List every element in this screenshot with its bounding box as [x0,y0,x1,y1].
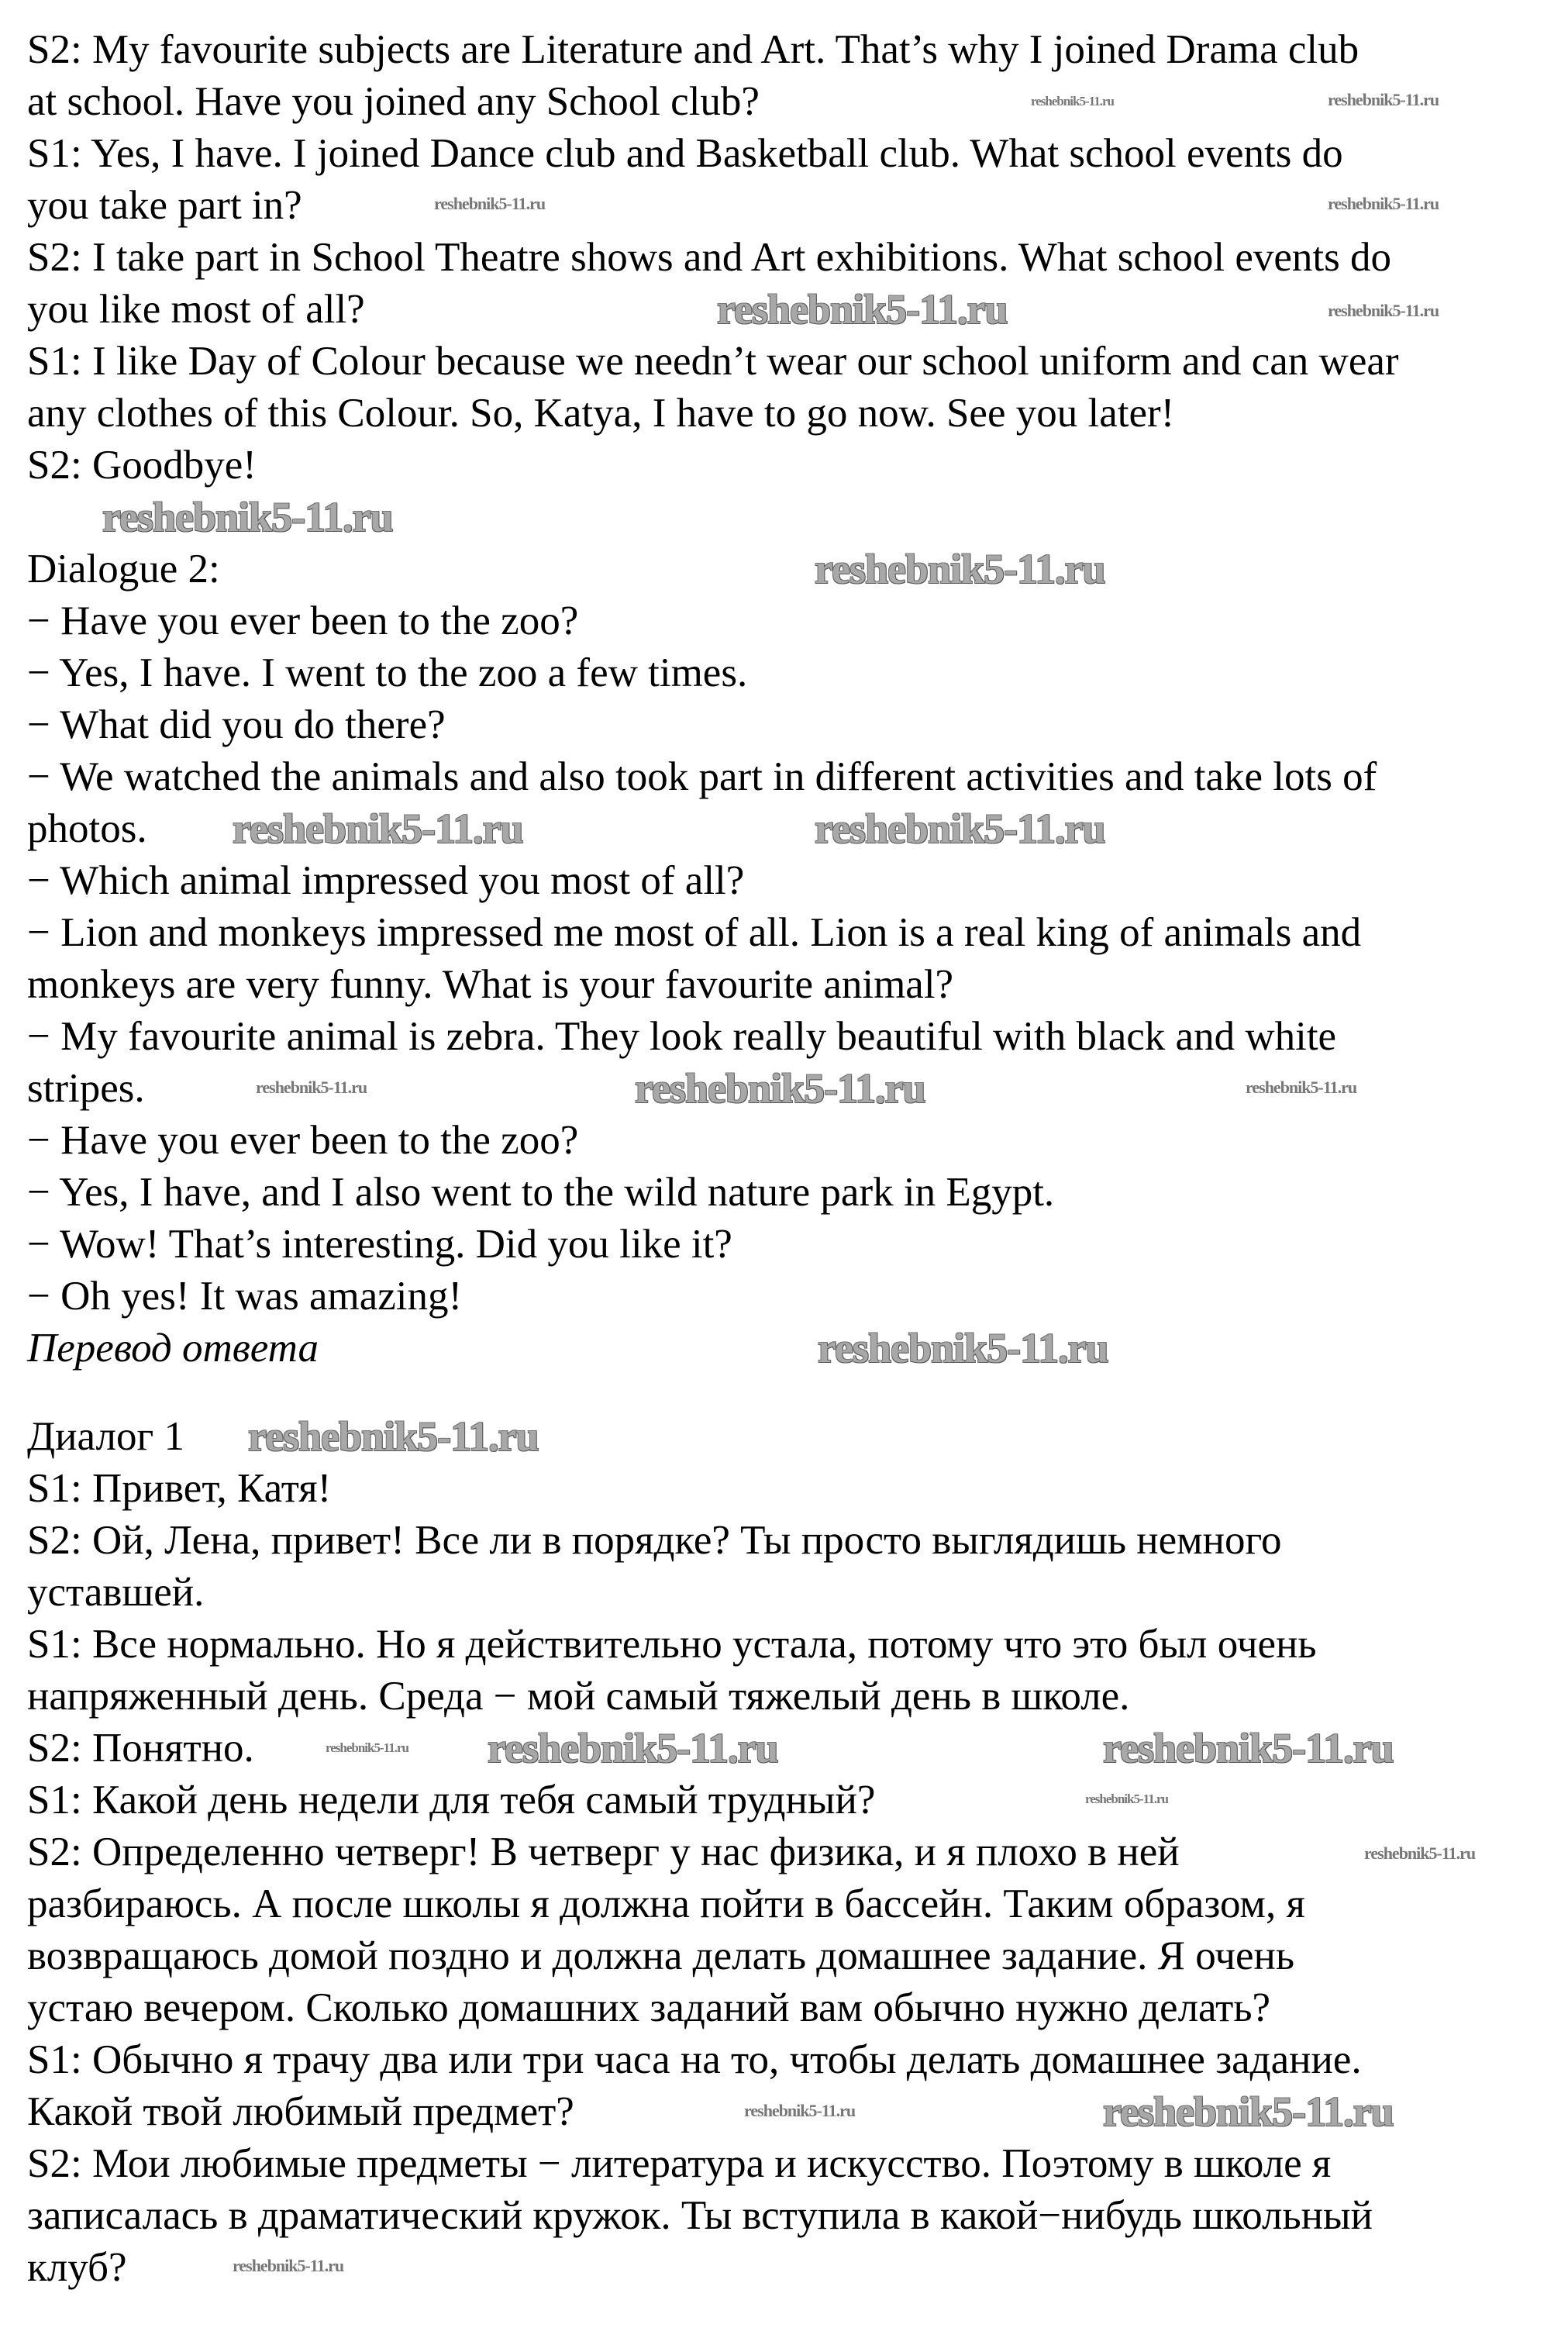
watermark: reshebnik5-11.ru [434,194,546,213]
text-line: you take part in? [27,183,302,228]
text-line: Какой твой любимый предмет? [27,2089,574,2134]
watermark: reshebnik5-11.ru [1328,301,1439,320]
watermark: reshebnik5-11.ru [256,1078,367,1097]
text-line: stripes. [27,1066,145,1111]
text-line: − Which animal impressed you most of all? [27,858,745,903]
spacer [27,1374,1399,1411]
watermark: reshebnik5-11.ru [815,546,1105,592]
watermark: reshebnik5-11.ru [326,1740,408,1755]
watermark: reshebnik5-11.ru [1328,194,1439,213]
watermark: reshebnik5-11.ru [717,286,1008,333]
watermark: reshebnik5-11.ru [248,1413,539,1460]
text-line: разбираюсь. А после школы я должна пойти в бассейн. Таким образом, я [27,1881,1305,1926]
text-line: − Yes, I have, and I also went to the wild nature park in Egypt. [27,1170,1055,1215]
watermark: reshebnik5-11.ru [233,2256,344,2275]
text-line: − Yes, I have. I went to the zoo a few times. [27,650,748,695]
watermark: reshebnik5-11.ru [1328,90,1439,109]
text-line: − What did you do there? [27,702,446,747]
text-line: − We watched the animals and also took part in different activities and take lots of [27,754,1377,799]
watermark: reshebnik5-11.ru [1085,1792,1168,1806]
watermark: reshebnik5-11.ru [1031,94,1114,109]
text-line: S1: Привет, Катя! [27,1466,332,1511]
text-line: any clothes of this Colour. So, Katya, I have to go now. See you later! [27,391,1175,436]
text-line: S1: Обычно я трачу два или три часа на то, чтобы делать домашнее задание. [27,2037,1362,2082]
text-line: возвращаюсь домой поздно и должна делать домашнее задание. Я очень [27,1933,1295,1978]
section-heading-dialogue-2: Dialogue 2: [27,547,220,591]
watermark: reshebnik5-11.ru [102,494,393,540]
text-line: − My favourite animal is zebra. They look really beautiful with black and white [27,1014,1337,1059]
text-line: S1: Все нормально. Но я действительно устала, потому что это был очень [27,1622,1317,1667]
watermark: reshebnik5-11.ru [818,1325,1108,1371]
text-line: S2: I take part in School Theatre shows and Art exhibitions. What school events do [27,235,1391,280]
document-text [27,24,1399,2294]
text-line: − Oh yes! It was amazing! [27,1274,463,1319]
text-line: S1: I like Day of Colour because we needn’t wear our school uniform and can wear [27,339,1399,384]
watermark: reshebnik5-11.ru [744,2101,856,2120]
text-line: − Have you ever been to the zoo? [27,1118,579,1163]
section-heading-dialogue-1: Диалог 1 [27,1414,184,1459]
watermark: reshebnik5-11.ru [1364,1843,1476,1863]
watermark: reshebnik5-11.ru [1246,1078,1357,1097]
text-line: − Have you ever been to the zoo? [27,598,579,643]
watermark: reshebnik5-11.ru [1103,2088,1394,2135]
text-line: уставшей. [27,1570,205,1615]
text-line: − Lion and monkeys impressed me most of all. Lion is a real king of animals and [27,910,1362,955]
text-line: at school. Have you joined any School club? [27,79,760,124]
text-line: S1: Какой день недели для тебя самый трудный? [27,1778,876,1823]
text-line: записалась в драматический кружок. Ты вступила в какой−нибудь школьный [27,2193,1373,2238]
text-line: S2: Мои любимые предметы − литература и искусство. Поэтому в школе я [27,2141,1332,2186]
text-line: monkeys are very funny. What is your favourite animal? [27,962,954,1007]
watermark: reshebnik5-11.ru [815,805,1105,852]
text-line: photos. [27,806,147,851]
text-line: клуб? [27,2245,127,2290]
text-line: S2: Определенно четверг! В четверг у нас физика, и я плохо в ней [27,1830,1180,1874]
text-line: S2: My favourite subjects are Literature and Art. That’s why I joined Drama club [27,27,1360,72]
text-line: устаю вечером. Сколько домашних заданий вам обычно нужно делать? [27,1985,1271,2030]
watermark: reshebnik5-11.ru [635,1065,925,1112]
watermark: reshebnik5-11.ru [1103,1725,1394,1771]
text-line: S1: Yes, I have. I joined Dance club and Basketball club. What school events do [27,131,1343,176]
text-line: − Wow! That’s interesting. Did you like it? [27,1222,732,1267]
text-line: S2: Понятно. [27,1726,254,1771]
text-line: напряженный день. Среда − мой самый тяжелый день в школе. [27,1674,1130,1719]
text-line: S2: Ой, Лена, привет! Все ли в порядке? Ты просто выглядишь немного [27,1518,1282,1563]
text-line: you like most of all? [27,287,365,332]
translation-heading: Перевод ответа [27,1326,319,1371]
watermark: reshebnik5-11.ru [488,1725,778,1771]
watermark: reshebnik5-11.ru [233,805,523,852]
text-line: S2: Goodbye! [27,443,257,488]
